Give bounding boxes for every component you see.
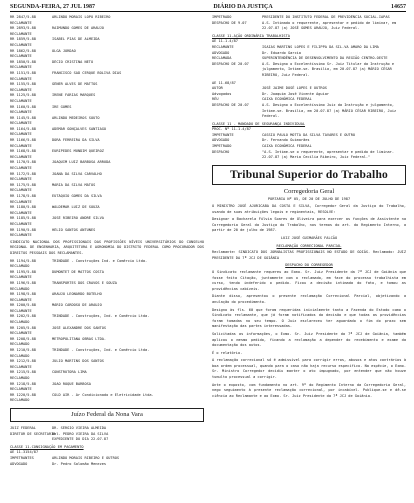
field-label: IMPETRADO — [212, 144, 232, 149]
case-entry-label: RR 1168/5-88 — [10, 149, 36, 154]
field-label: AE 11-1.4/87 — [212, 39, 238, 44]
case-entry-label: RECLAMANTE — [10, 132, 32, 137]
party-row — [10, 462, 204, 468]
case-entry-label: RR 1145/5-88 — [10, 115, 36, 120]
case-entry-label: RECLAMANTE — [10, 177, 32, 182]
case-entry-value: JOAQUIM LUIZ BARBOSA ARRUDA — [52, 160, 111, 165]
field-value: CASSIO PAULO MOTTA DA SILVA TAVARES E OUTRO — [262, 132, 356, 137]
case-entry-value: ISABEL PIAS DE ALMEIDA — [52, 37, 100, 42]
case-entry-label: RR 1125/5-88 — [10, 93, 36, 98]
case-entry-label: RECLAMANTE — [10, 76, 32, 81]
case-entry-value: TRANSPORTES DOS CRAVOS E SOUZA — [52, 280, 117, 285]
case-entry-value: HÉLIO SANTOS ANTUNES — [52, 227, 96, 232]
field-row — [212, 62, 406, 79]
field-row — [212, 150, 406, 161]
field-label: RECLAMANTE — [212, 44, 234, 49]
case-entry-label: RR 1190/5-88 — [10, 227, 36, 232]
case-entry-value: OLGA JORDÃO — [52, 48, 76, 53]
case-entry-label: RR 1194/5-88 — [10, 258, 36, 263]
field-label: ADVOGADO — [212, 50, 230, 55]
field-value: SUPERINTENDÊNCIA DE DESENVOLVIMENTO DA REGIÃO CENTRO-OESTE — [262, 56, 388, 61]
case-entry-value — [52, 398, 204, 404]
tribunal-title-box: Tribunal Superior do Trabalho — [212, 165, 406, 185]
case-entry-value: FRANCISCO SAD CERQUE BOLIVA DIAS — [52, 70, 122, 75]
despacho-paragraph-3: Designo às fls. 60 que foram requeridas inicialmente tanto a Fazenda do Estado como o Sindicato reclamante, que já foram notificados da decisão e que todas as providências foram tomadas no seu tempo. O Juiz esclareceu ter aguardado o fim do prazo sem manifestação das partes interessadas. — [212, 307, 406, 329]
case-entry-label: RR 1862/5-88 — [10, 48, 36, 53]
case-entry-label: RECLAMANTE — [10, 65, 32, 70]
field-label: RÉU — [212, 97, 219, 102]
case-entry-label: RR 1170/5-88 — [10, 160, 36, 165]
case-entry-label: RECLAMANTE — [10, 154, 32, 159]
field-label: ADVOGADO — [212, 138, 230, 143]
case-block-2 — [212, 81, 406, 120]
case-entry-label: RR 1166/5-88 — [10, 138, 36, 143]
case-entry-label: RECLAMANTE — [10, 20, 32, 25]
case-block-top — [212, 15, 406, 32]
reclamante-procurador-note: SINDICATO NACIONAL DOS PROFISSIONAIS DAS PROFISSÕES NÍVEIS UNIVERSITÁRIOS DO CONSELHO REGIONAL DE ENGENHARIA, ARQUITETURA E AGRONOMIA DO DISTRITO FEDERAL COMO PROCURADOR DOS DIREITOS PESSOAIS DOS RECLAMANTES. — [10, 239, 204, 255]
case-entry-label: RECLAMANTE — [10, 166, 32, 171]
header-page-number: 14657 — [390, 4, 406, 10]
officer-label — [10, 437, 48, 443]
case-entry-label: RR 1205/5-88 — [10, 325, 36, 330]
case-entry-value: IRE GOMES — [52, 104, 72, 109]
case-entry-value: TRINDADE - Construções Ind. e Comércio Ltda. — [52, 258, 148, 263]
case-entry-label: RR 1212/5-88 — [10, 359, 36, 364]
despacho-heading: DESPACHO DO CORREGEDOR — [285, 263, 333, 268]
class-heading-mandado: CLASSE 11 - MANDADO DE SEGURANÇA INDIVIDUAL — [212, 121, 306, 126]
field-value: ISAIAS MARTINS LOPES E FILIPPA DA SIL-VA AMARO DA LIMA — [262, 44, 379, 49]
case-entry-value: RAIMUNDO GOMES DE ARAÚJO — [52, 26, 104, 31]
field-label: DESPACHO — [212, 149, 230, 154]
party-label: IMPETRANTES — [10, 455, 34, 460]
field-value: JOSÉ JAIME DOSÉ LOPES E OUTROS — [262, 86, 327, 91]
case-entry-value — [52, 233, 204, 239]
case-entry-label: RR 1178/5-88 — [10, 194, 36, 198]
case-entry-value: WALDEMAR LUIZ DE SOUZA — [52, 205, 100, 210]
case-entry-label: RECLAMANTE — [10, 221, 32, 226]
field-value: PRESIDENTE DO INSTITUTO FEDERAL DE PREVIDÊNCIA SOCIAL-IAPAS — [262, 15, 390, 19]
officer-row — [10, 437, 204, 443]
despacho-paragraph-2: Diante disso, apresentou o presente reclamação Correcional Parcial, objetivando a anulação do procedimento. — [212, 294, 406, 304]
case-entry-value: EUTÁQUIO GOMES DA SILVA — [52, 194, 102, 198]
portaria-paragraph-2: Designar a Bacharela Fúlvia Soares de Oliveira para exercer as funções de Assistente na Corregedoria Geral da Justiça do Trabalho, nos termos do art. do Regimento Interno, a partir de 20 de julho de 1987. — [212, 217, 406, 233]
case-entry-label: RECLAMANTE — [10, 87, 32, 92]
class-heading-trabalhista: CLASSE 11-AÇÃO ORDINÁRIA TRABALHISTA — [212, 33, 290, 38]
case-entry-label: RR 1151/5-88 — [10, 70, 36, 75]
field-label: DESPACHO DE 20.07 — [212, 102, 249, 107]
case-entry-label: RECLAMADO — [10, 353, 30, 358]
left-column — [10, 15, 204, 503]
case-entry-value: COLD AIR - Ar Condicionado e Eletricidade Ltda. — [52, 392, 154, 397]
case-entry-row — [10, 233, 204, 239]
case-parties-left — [10, 450, 204, 467]
field-row — [212, 21, 406, 32]
case-entry-label: RR 1850/5-88 — [10, 59, 36, 64]
officer-label: DIRETOR DE SECRETARIA — [10, 431, 56, 436]
two-column-body — [10, 15, 406, 503]
field-value: Dr. Joaquim José Vicente Aguiar — [262, 91, 330, 96]
case-entry-label: RECLAMADO — [10, 398, 30, 403]
field-label: IMPETRADO — [212, 15, 232, 19]
despacho-paragraph-5: É o relatório. — [212, 350, 243, 355]
case-entry-value: JOANA DA SILVA CARVALHO — [52, 171, 102, 176]
case-entry-label: RR 1195/5-88 — [10, 269, 36, 274]
case-entry-label: RR 1220/5-88 — [10, 392, 36, 397]
reclamacao-heading: RECLAMAÇÃO CORRECIONAL PARCIAL — [276, 243, 342, 248]
case-entry-value: JOÃO ROQUE BARBOSA — [52, 381, 91, 386]
field-value: "A.S. Intime-se o requerente, apresentar e pedido de liminar. 22.07.87 (a) Maria Cecília Ribeiro, Juiz Federal." — [262, 149, 394, 160]
field-value: A.S. Intimado o requerente, apresentar e pedido de liminar, em 22.07.87 (a) JOSÉ GOMES ARAÚJO, Juiz Federal. — [262, 20, 397, 31]
case-entry-label: RECLAMANTE — [10, 42, 32, 47]
case-entry-value: TRINDADE - Construções, Ind. e Comércio Ltda. — [52, 314, 150, 319]
portaria-signature: LUIZ JOSÉ GUIMARÃES FALCÃO — [280, 236, 338, 240]
case-entry-value: DUMONTET DE MATTOS COSTA — [52, 269, 104, 274]
class-heading-left: CLASSE 11-CONSIGNAÇÃO EM PAGAMENTO — [10, 444, 84, 449]
case-entry-label: RR 1859/5-88 — [10, 37, 36, 42]
corregedoria-heading: Corregedoria Geral — [283, 187, 335, 195]
field-row — [212, 103, 406, 120]
case-entry-row — [10, 398, 204, 404]
case-entry-value: ADEMAR GONÇALVES SANTIAGO — [52, 126, 107, 131]
case-entry-label: RR 2847/5-88 — [10, 15, 36, 19]
case-entry-label: RECLAMANTE — [10, 199, 32, 204]
case-entry-label: RR 1175/5-88 — [10, 182, 36, 187]
field-label: PROC. Nº 11-1.4/87 — [212, 127, 251, 132]
case-entry-label: RR 1160/5-88 — [10, 104, 36, 109]
court-officers — [10, 426, 204, 443]
case-entry-label: RECLAMADO — [10, 264, 30, 269]
portaria-paragraph-1: O MINISTRO JOSÉ AJURICABA DA COSTA E SILVA, Corregedor Geral da Justiça do Trabalho, usando de suas atribuições legais e regimentais, RESOLVE: — [212, 204, 406, 214]
case-list — [10, 15, 204, 239]
field-label: AE 11-68/87 — [212, 80, 236, 85]
case-entry-value: ARLINDO MEDEIROS SOUTO — [52, 115, 100, 120]
case-entry-label: RR 1202/5-88 — [10, 314, 36, 319]
case-entry-label: RR 2893/5-88 — [10, 26, 36, 31]
case-entry-label: RR 1200/5-88 — [10, 303, 36, 308]
officer-value: Bel. PEDRO VIEIRA DA SILVA — [52, 431, 109, 436]
case-entry-label: RR 1185/5-88 — [10, 216, 36, 221]
field-value: A.S. Designo o Excelentíssimo Juiz da Instrução e julgamento, Intime-se. Brasília, em 20.07.87 (a) MÁRIO CÉSAR RIBEIRO, Juiz Federal. — [262, 102, 397, 119]
case-entry-label: RECLAMANTE — [10, 331, 32, 336]
case-entry-label: RECLAMANTE — [10, 233, 32, 238]
despacho-paragraph-1: O Sindicato reclamante requereu ao Exmo. Sr. Juiz Presidente da 7ª JCJ de Goiânia que fosse feita Citação, juntamente com o reclamado, em face do processo trabalhista em curso, tendo indeferido o pedido. Ficou a decisão intimada do fato, e tomou as providências cabíveis. — [212, 269, 406, 291]
case-entry-label: RECLAMANTE — [10, 297, 32, 302]
case-entry-label: RECLAMADO — [10, 342, 30, 347]
case-entry-label: RECLAMANTE — [10, 31, 32, 36]
case-entry-value: ARLINDO MORAIS LOPO RIBEIRO — [52, 15, 111, 19]
case-entry-value: IRENE FARIAS MARQUES — [52, 93, 96, 98]
party-value: Dr. Pedro Salomão Menezes — [52, 461, 107, 466]
portaria-title: PORTARIA Nº 05, DE 20 DE JULHO DE 1987 — [267, 197, 351, 202]
case-block-3 — [212, 127, 406, 161]
case-entry-value: EURIPEDES MUNDIM QUEIROZ — [52, 149, 104, 154]
case-entry-value: DÉCIO CRISTINA NETO — [52, 59, 94, 64]
header-date: SEGUNDA-FEIRA, 27 JUL 1987 — [10, 4, 96, 10]
field-label: IMPETRANTE — [212, 132, 234, 137]
case-entry-label: RECLAMADO — [10, 320, 30, 325]
case-entry-value: ARAÚJO LEONARDO BOTELHO — [52, 292, 102, 297]
case-entry-value: JULIO MARTINS DOS SANTOS — [52, 359, 104, 364]
case-entry-label: RECLAMANTE — [10, 98, 32, 103]
case-entry-value: MARIA DA SILVA MATOS — [52, 182, 96, 187]
case-entry-value: GÉNER ALVES DE MATTOS — [52, 82, 98, 87]
reclamacao-parties: Reclamante: SINDICATO DOS JORNALISTAS PROFISSIONAIS NO ESTADO DE GOIÁS. Reclamado: JUIZ PRESIDENTE DA 7ª JCJ DE GOIÂNIA — [212, 250, 406, 260]
case-entry-label: RECLAMANTE — [10, 308, 32, 313]
court-section-box: Juízo Federal da Nona Vara — [10, 408, 204, 422]
case-entry-label: RR 1208/5-88 — [10, 336, 36, 341]
case-entry-value: MÁRIO CARDOSO DE ARAÚJO — [52, 303, 102, 308]
despacho-paragraph-4: Solicitadas as informações, o Exmo. Sr. Juiz Presidente da 7ª JCJ de Goiânia, também aplicou o mesmo pedido, ficando a reclamação a depender do recebimento e exame da documentação dos autos. — [212, 331, 406, 348]
case-entry-label: RR 1210/5-88 — [10, 348, 36, 353]
field-label: DESPACHO DE 9.07 — [212, 20, 247, 25]
case-entry-label: RR 1164/5-88 — [10, 126, 36, 131]
officer-value: DR. SÉRGIO VIEIRA ALMEIDA — [52, 425, 107, 430]
field-label: AUTOR — [212, 86, 223, 91]
field-label: RECLAMADA — [212, 56, 232, 61]
officer-value: EXPEDIENTE DO DIA 22.07.87 — [52, 437, 109, 442]
field-value: CAIXA ECONÔMICA FEDERAL — [262, 97, 312, 102]
despacho-paragraph-6: A reclamação correcional só é admissível para corrigir erros, abusos e atos contrários à boa ordem processual, quando para o caso não haja recurso específico. Na espécie, o Exmo. Sr. Ministro Corregedor decidiu manter o ato impugnado, por entender que não houve tumulto processual a corrigir. — [212, 358, 406, 380]
case-entry-label: RECLAMANTE — [10, 54, 32, 59]
case-entry-label: RECLAMADO — [10, 376, 30, 380]
party-value: ARLINDO MORAIS RIBEIRO E OUTROS — [52, 455, 120, 460]
case-entry-label: RECLAMANTE — [10, 210, 32, 215]
party-label: AE 11-3154/87 — [10, 450, 39, 455]
case-entry-label: RR 1180/5-88 — [10, 205, 36, 210]
case-entry-label: RECLAMANTE — [10, 275, 32, 280]
case-entry-value: DORA FERREIRA DA SILVA — [52, 138, 100, 143]
despacho-paragraph-7: Ante o exposto, com fundamento no art. 9º do Regimento Interno da Corregedoria Geral, nego seguimento à presente reclamação correcional, por incabível. Publique-se e dê-se ciência ao Reclamante e ao Exmo. Sr. Juiz Presidente da 7ª JCJ de Goiânia. — [212, 382, 406, 398]
case-entry-label: RECLAMANTE — [10, 387, 32, 392]
case-entry-label: RECLAMANTE — [10, 364, 32, 369]
case-entry-label: RECLAMANTE — [10, 121, 32, 126]
party-label: ADVOGADO — [10, 461, 28, 466]
case-entry-value: TRINDADE - Construções, Ind. e Comércio Ltda. — [52, 348, 150, 353]
case-entry-value: JOSÉ ALEXANDRE DOS SANTOS — [52, 325, 107, 330]
case-entry-label: RR 1172/5-88 — [10, 171, 36, 176]
case-entry-value: METROPOLITANA OBRAS LTDA. — [52, 336, 107, 341]
field-value: Dr. Fernando Guimarães — [262, 138, 310, 143]
field-value: A.S. Designo o Excelentíssimo Sr. Juiz Titular da Instrução e julgamento, Intime-se. Brasília, em 20.07.87 (a) MÁRIO CÉSAR RIBEIRO, Juiz Federal. — [262, 61, 394, 77]
case-entry-label: RECLAMANTE — [10, 188, 32, 193]
case-entry-label: RR 1198/5-88 — [10, 292, 36, 297]
field-value: CAIXA ECONÔMICA FEDERAL — [262, 144, 312, 149]
right-column — [212, 15, 406, 503]
field-label: DESPACHO DE 20.07 — [212, 61, 249, 66]
officer-label: JUIZ FEDERAL — [10, 425, 36, 430]
case-entry-label: RECLAMANTE — [10, 143, 32, 148]
case-entry-value: CONSTRUTORA LIMA — [52, 370, 87, 375]
case-block-1 — [212, 39, 406, 78]
case-entry-label: RR 1155/5-88 — [10, 82, 36, 87]
case-entry-label: RECLAMADO — [10, 286, 30, 291]
case-entry-label: RR 1215/5-88 — [10, 370, 36, 375]
header-title: DIÁRIO DA JUSTIÇA — [213, 4, 273, 10]
case-entry-label: RR 1218/5-88 — [10, 381, 36, 386]
page-header — [10, 4, 406, 12]
case-entry-label: RECLAMANTE — [10, 110, 32, 115]
field-label: Advogados — [212, 91, 232, 96]
field-value: Dr. Eduardo Garcia — [262, 50, 301, 55]
case-entry-label: RR 1196/5-88 — [10, 280, 36, 285]
case-list-second — [10, 259, 204, 404]
case-entry-value: JOSÉ RIBEIRO ANDRÉ SILVA — [52, 216, 104, 221]
